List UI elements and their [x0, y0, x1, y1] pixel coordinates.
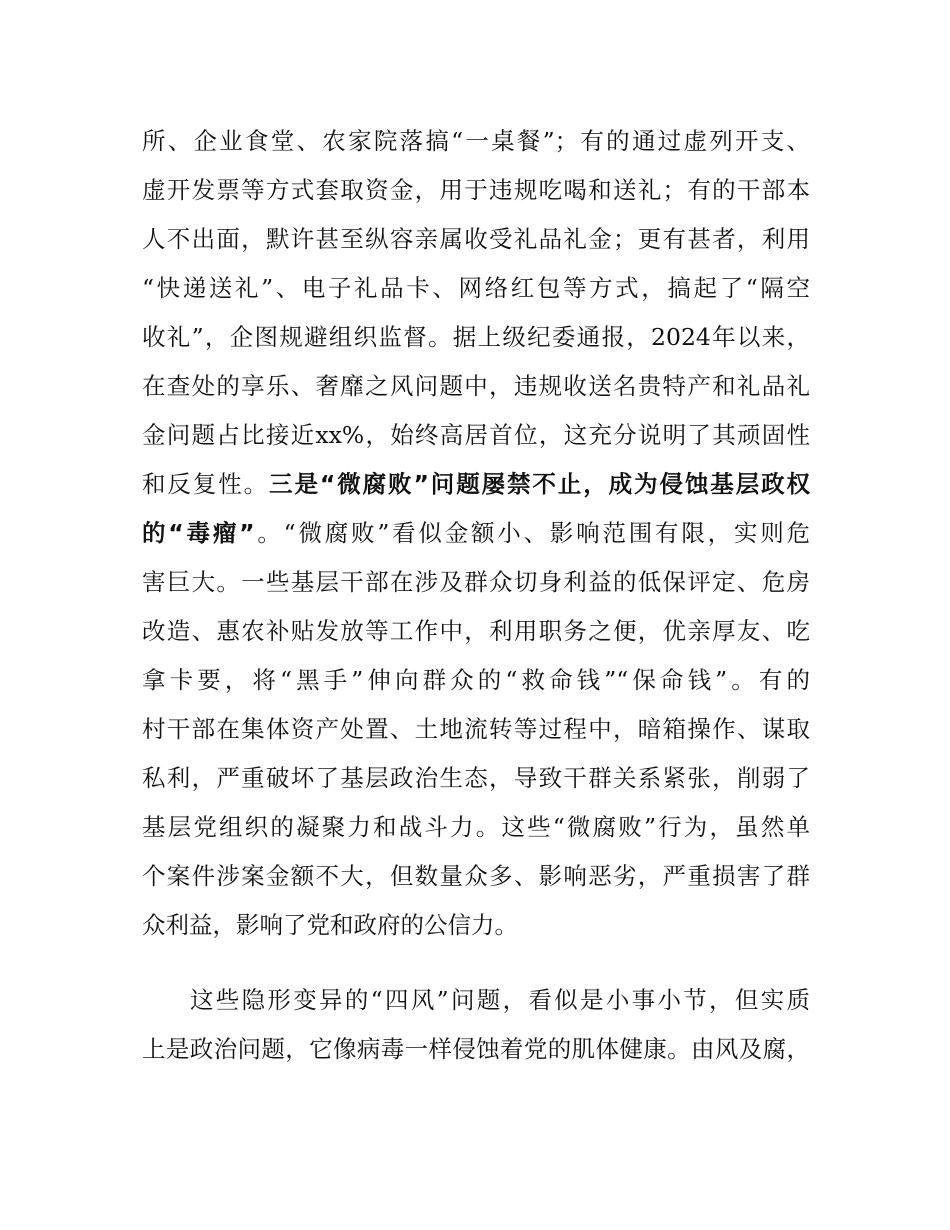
text-line	[142, 567, 810, 597]
text-segment: 金问题占比接近xx%，始终高居首位，这充分说明了其顽固性	[142, 421, 810, 449]
text-line	[142, 714, 810, 744]
text-line	[142, 763, 810, 793]
text-line	[142, 273, 810, 303]
text-line	[142, 616, 810, 646]
text-segment: 这些隐形变异的“四风”问题，看似是小事小节，但实质	[190, 986, 810, 1014]
text-segment: 拿卡要，将“黑手”伸向群众的“救命钱”“保命钱”。有的	[142, 666, 810, 694]
text-segment: 在查处的享乐、奢靡之风问题中，违规收送名贵特产和礼品礼	[142, 372, 810, 400]
text-segment: 收礼”，企图规避组织监督。据上级纪委通报，2024年以来，	[142, 323, 810, 351]
text-line	[142, 861, 810, 891]
text-line	[142, 126, 810, 156]
text-segment: 害巨大。一些基层干部在涉及群众切身利益的低保评定、危房	[142, 568, 810, 596]
text-segment: 基层党组织的凝聚力和战斗力。这些“微腐败”行为，虽然单	[142, 813, 810, 841]
text-segment: 私利，严重破坏了基层政治生态，导致干群关系紧张，削弱了	[142, 764, 810, 792]
text-segment: 虚开发票等方式套取资金，用于违规吃喝和送礼；有的干部本	[142, 176, 810, 204]
text-line	[142, 371, 810, 401]
text-segment: 众利益，影响了党和政府的公信力。	[142, 911, 518, 939]
text-line	[142, 420, 810, 450]
text-segment: 和反复性。	[142, 470, 270, 498]
text-line	[142, 224, 810, 254]
text-segment: 改造、惠农补贴发放等工作中，利用职务之便，优亲厚友、吃	[142, 617, 810, 645]
text-line	[190, 985, 810, 1015]
text-line	[142, 910, 810, 940]
text-segment: 上是政治问题，它像病毒一样侵蚀着党的肌体健康。由风及腐，	[142, 1035, 810, 1063]
bold-heading-segment: 的“毒瘤”	[142, 519, 255, 547]
text-segment: “快递送礼”、电子礼品卡、网络红包等方式，搞起了“隔空	[142, 274, 810, 302]
text-segment: 村干部在集体资产处置、土地流转等过程中，暗箱操作、谋取	[142, 715, 810, 743]
text-line	[142, 665, 810, 695]
text-line	[142, 322, 810, 352]
text-line	[142, 1034, 810, 1064]
text-segment: 。“微腐败”看似金额小、影响范围有限，实则危	[254, 519, 811, 547]
text-segment: 所、企业食堂、农家院落搞“一桌餐”；有的通过虚列开支、	[142, 127, 810, 155]
text-segment: 人不出面，默许甚至纵容亲属收受礼品礼金；更有甚者，利用	[142, 225, 810, 253]
text-line	[142, 518, 810, 548]
text-line	[142, 175, 810, 205]
text-segment: 个案件涉案金额不大，但数量众多、影响恶劣，严重损害了群	[142, 862, 810, 890]
text-line	[142, 469, 810, 499]
text-line	[142, 812, 810, 842]
bold-heading-segment: 三是“微腐败”问题屡禁不止，成为侵蚀基层政权	[269, 470, 811, 498]
